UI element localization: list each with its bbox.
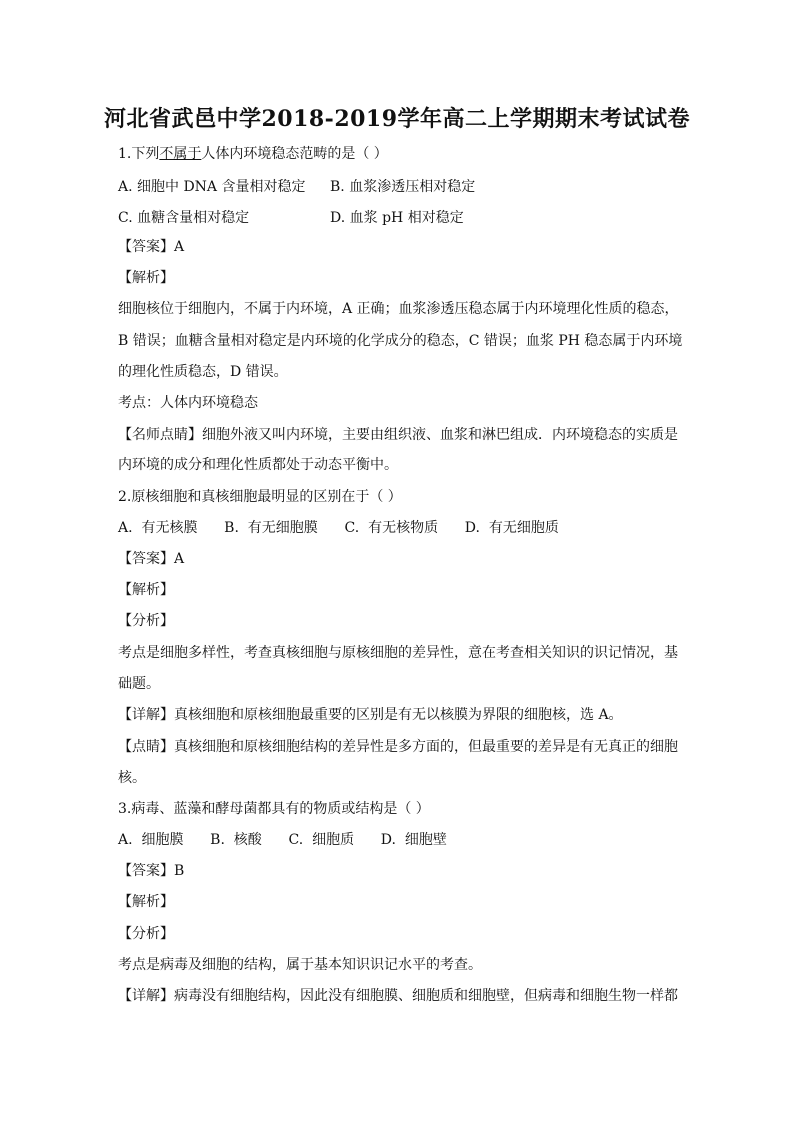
q2-fenxi-line-1: 考点是细胞多样性，考查真核细胞与原核细胞的差异性，意在考查相关知识的识记情况，基 [118, 645, 678, 661]
question-3-stem: 3.病毒、蓝藻和酵母菌都具有的物质或结构是（ ） [118, 801, 430, 817]
q2-options: A. 有无核膜 B. 有无细胞膜 C. 有无核物质 D. 有无细胞质 [118, 520, 559, 536]
q2-fenxi-heading: 【分析】 [118, 613, 174, 629]
q1-suffix: 人体内环境稳态范畴的是（ ） [201, 146, 388, 162]
q3-fenxi-heading: 【分析】 [118, 926, 174, 942]
q2-answer: 【答案】A [118, 551, 185, 567]
q1-answer: 【答案】A [118, 239, 185, 255]
q1-analysis-line-1: 细胞核位于细胞内，不属于内环境，A 正确；血浆渗透压稳态属于内环境理化性质的稳态， [118, 301, 679, 317]
q1-prefix: 1.下列 [118, 146, 160, 162]
q1-option-c: C. 血糖含量相对稳定 [118, 210, 250, 226]
q1-kaodian: 考点：人体内环境稳态 [118, 395, 258, 411]
q3-answer: 【答案】B [118, 863, 185, 879]
q3-options: A. 细胞膜 B. 核酸 C. 细胞质 D. 细胞壁 [118, 832, 447, 848]
q1-analysis-line-2: B 错误；血糖含量相对稳定是内环境的化学成分的稳态，C 错误；血浆 PH 稳态属于内环境 [118, 333, 683, 349]
q3-detail: 【详解】病毒没有细胞结构，因此没有细胞膜、细胞质和细胞壁，但病毒和细胞生物一样都 [118, 988, 678, 1004]
q2-tip-line-2: 核。 [118, 770, 146, 786]
q2-detail: 【详解】真核细胞和原核细胞最重要的区别是有无以核膜为界限的细胞核，选 A。 [118, 707, 623, 723]
q1-option-a: A. 细胞中 DNA 含量相对稳定 [118, 179, 306, 195]
question-2-stem: 2.原核细胞和真核细胞最明显的区别在于（ ） [118, 489, 402, 505]
q1-tip-line-1: 【名师点睛】细胞外液又叫内环境，主要由组织液、血浆和淋巴组成．内环境稳态的实质是 [118, 427, 678, 443]
q1-tip-line-2: 内环境的成分和理化性质都处于动态平衡中。 [118, 457, 398, 473]
q2-analysis-heading: 【解析】 [118, 582, 174, 598]
q1-analysis-heading: 【解析】 [118, 270, 174, 286]
q1-option-d: D. 血浆 pH 相对稳定 [330, 210, 464, 226]
q2-fenxi-line-2: 础题。 [118, 676, 160, 692]
q3-fenxi-line-1: 考点是病毒及细胞的结构，属于基本知识识记水平的考查。 [118, 957, 482, 973]
q1-option-b: B. 血浆渗透压相对稳定 [330, 179, 476, 195]
q1-analysis-line-3: 的理化性质稳态，D 错误。 [118, 364, 288, 380]
page-title: 河北省武邑中学2018-2019学年高二上学期期末考试试卷 [103, 106, 691, 132]
question-1-stem [118, 145, 678, 163]
q3-analysis-heading: 【解析】 [118, 894, 174, 910]
q2-tip-line-1: 【点睛】真核细胞和原核细胞结构的差异性是多方面的，但最重要的差异是有无真正的细胞 [118, 739, 678, 755]
q1-underline: 不属于 [159, 146, 202, 162]
